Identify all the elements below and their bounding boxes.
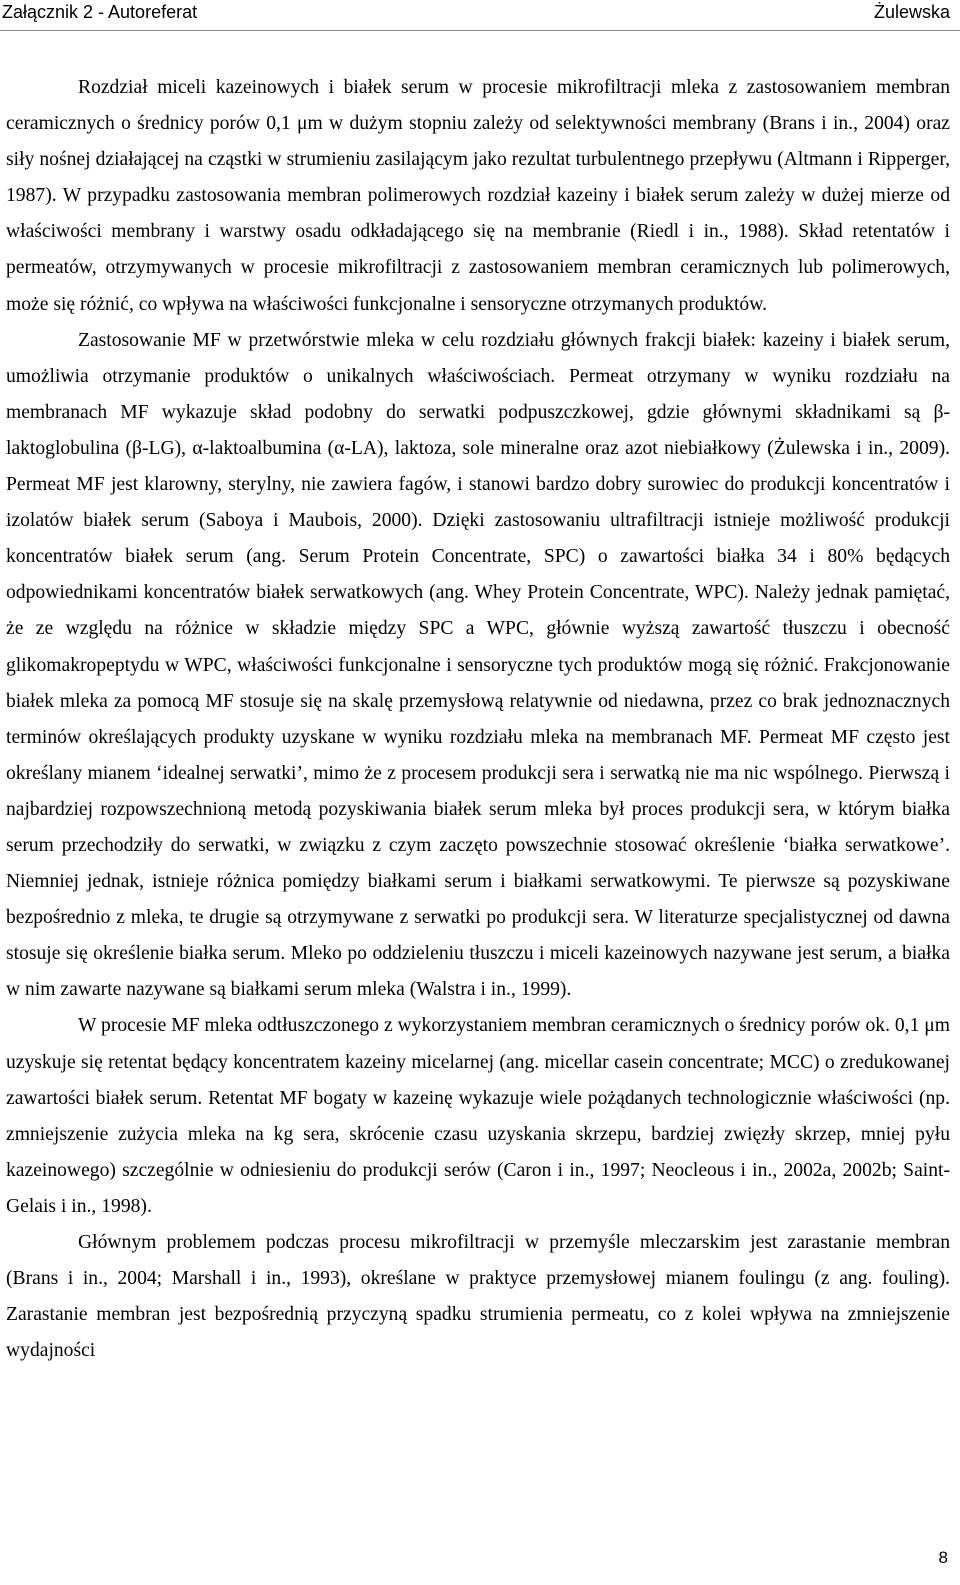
page-header <box>0 0 960 31</box>
body-text <box>6 70 950 1369</box>
page-number: 8 <box>938 1548 948 1567</box>
paragraph: Rozdział miceli kazeinowych i białek serum w procesie mikrofiltracji mleka z zastosowaniem membran ceramicznych o średnicy porów 0,1 μm w dużym stopniu zależy od selektywności membrany (Brans i in., 2004) oraz siły nośnej działającej na cząstki w strumieniu zasilającym jako rezultat turbulentnego przepływu (Altmann i Ripperger, 1987). W przypadku zastosowania membran polimerowych rozdział kazeiny i białek serum zależy w dużej mierze od właściwości membrany i warstwy osadu odkładającego się na membranie (Riedl i in., 1988). Skład retentatów i permeatów, otrzymywanych w procesie mikrofiltracji z zastosowaniem membran ceramicznych lub polimerowych, może się różnić, co wpływa na właściwości funkcjonalne i sensoryczne otrzymanych produktów. <box>6 77 950 315</box>
header-title: Załącznik 2 - Autoreferat <box>2 2 198 22</box>
header-author: Żulewska <box>873 2 950 22</box>
paragraph: Głównym problemem podczas procesu mikrofiltracji w przemyśle mleczarskim jest zarastanie membran (Brans i in., 2004; Marshall i in., 1993), określane w praktyce przemysłowej mianem foulingu (z ang. fouling). Zarastanie membran jest bezpośrednią przyczyną spadku strumienia permeatu, co z kolei wpływa na zmniejszenie wydajności <box>6 1232 950 1362</box>
paragraph: Zastosowanie MF w przetwórstwie mleka w celu rozdziału głównych frakcji białek: kazeiny i białek serum, umożliwia otrzymanie produktów o unikalnych właściwościach. Permeat otrzymany w wyniku rozdziału na membranach MF wykazuje skład podobny do serwatki podpuszczkowej, gdzie głównymi składnikami są β-laktoglobulina (β-LG), α-laktoalbumina (α-LA), laktoza, sole mineralne oraz azot niebiałkowy (Żulewska i in., 2009). Permeat MF jest klarowny, sterylny, nie zawiera fagów, i stanowi bardzo dobry surowiec do produkcji koncentratów i izolatów białek serum (Saboya i Maubois, 2000). Dzięki zastosowaniu ultrafiltracji istnieje możliwość produkcji koncentratów białek serum (ang. Serum Protein Concentrate, SPC) o zawartości białka 34 i 80% będących odpowiednikami koncentratów białek serwatkowych (ang. Whey Protein Concentrate, WPC). Należy jednak pamiętać, że ze względu na różnice w składzie między SPC a WPC, głównie wyższą zawartość tłuszczu i obecność glikomakropeptydu w WPC, właściwości funkcjonalne i sensoryczne tych produktów mogą się różnić. Frakcjonowanie białek mleka za pomocą MF stosuje się na skalę przemysłową relatywnie od niedawna, przez co brak jednoznacznych terminów określających produkty uzyskane w wyniku rozdziału mleka na membranach MF. Permeat MF często jest określany mianem ‘idealnej serwatki’, mimo że z procesem produkcji sera i serwatką nie ma nic wspólnego. Pierwszą i najbardziej rozpowszechnioną metodą pozyskiwania białek serum mleka był proces produkcji sera, w którym białka serum przechodziły do serwatki, w związku z czym zaczęto powszechnie stosować określenie ‘białka serwatkowe’. Niemniej jednak, istnieje różnica pomiędzy białkami serum i białkami serwatkowymi. Te pierwsze są pozyskiwane bezpośrednio z mleka, te drugie są otrzymywane z serwatki po produkcji sera. W literaturze specjalistycznej od dawna stosuje się określenie białka serum. Mleko po oddzieleniu tłuszczu i miceli kazeinowych nazywane jest serum, a białka w nim zawarte nazywane są białkami serum mleka (Walstra i in., 1999). <box>6 329 950 1001</box>
paragraph: W procesie MF mleka odtłuszczonego z wykorzystaniem membran ceramicznych o średnicy porów ok. 0,1 μm uzyskuje się retentat będący koncentratem kazeiny micelarnej (ang. micellar casein concentrate; MCC) o zredukowanej zawartości białek serum. Retentat MF bogaty w kazeinę wykazuje wiele pożądanych technologicznie właściwości (np. zmniejszenie zużycia mleka na kg sera, skrócenie czasu uzyskania skrzepu, bardziej zwięzły skrzep, mniej pyłu kazeinowego) szczególnie w odniesieniu do produkcji serów (Caron i in., 1997; Neocleous i in., 2002a, 2002b; Saint-Gelais i in., 1998). <box>6 1015 951 1217</box>
